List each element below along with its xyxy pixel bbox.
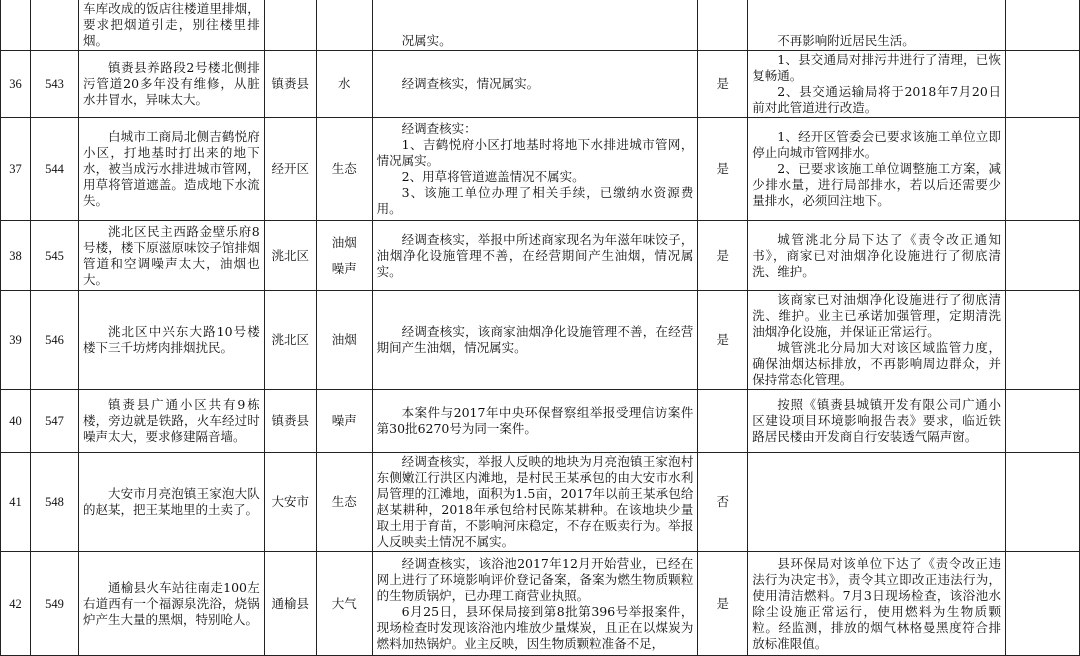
row-index-cell: 39 <box>1 291 31 390</box>
investigation-finding-cell <box>372 221 698 291</box>
finding-paragraph: 3、该施工单位办理了相关手续，已缴纳水资源费用。 <box>376 185 694 216</box>
county-cell: 洮北区 <box>264 221 316 291</box>
complaint-description-cell: 白城市工商局北侧吉鹤悦府小区，打地基时打出来的地下水，被当成污水排进城市管网，用草将管道遮盖。造成地下水流失。 <box>78 118 264 221</box>
remarks-cell <box>1006 0 1080 51</box>
pollution-type-primary: 噪声 <box>331 413 357 428</box>
action-paragraph: 不再影响附近居民生活。 <box>777 33 915 48</box>
row-index-cell: 42 <box>1 552 31 656</box>
rectification-action-cell <box>748 0 1006 51</box>
complaint-description-cell: 镇赉县广通小区共有9栋楼，旁边就是铁路，火车经过时噪声太大，要求修建隔音墙。 <box>78 390 264 453</box>
action-paragraph: 该商家已对油烟净化设施进行了彻底清洗、维护。业主已承诺加强管理，定期清洗油烟净化设施，并保证正常运行。 <box>752 292 1002 339</box>
finding-paragraph: 2、用草将管道遮盖情况不属实。 <box>401 169 585 184</box>
rectification-action-cell <box>748 118 1006 221</box>
complaint-description-cell: 洮北区民主西路金壁乐府8号楼，楼下原滋原味饺子馆排烟管道和空调噪声太大，油烟也大。 <box>78 221 264 291</box>
table-row <box>1 453 1080 552</box>
row-index-cell: 40 <box>1 390 31 453</box>
rectification-action-cell <box>748 390 1006 453</box>
complaint-description-cell: 车库改成的饭店往楼道里排烟，要求把烟道引走，别往楼里排烟。 <box>78 0 264 51</box>
action-paragraph: 按照《镇赉县城镇开发有限公司广通小区建设项目环境影响报告表》要求，临近铁路居民楼由开发商自行安装透气隔声窗。 <box>752 397 1002 444</box>
case-number-cell: 549 <box>30 552 78 656</box>
county-cell: 镇赉县 <box>264 390 316 453</box>
verified-cell: 是 <box>698 51 748 118</box>
investigation-finding-cell <box>372 552 698 656</box>
pollution-type-cell <box>316 390 372 453</box>
county-cell: 经开区 <box>264 118 316 221</box>
case-number-cell: 543 <box>30 51 78 118</box>
investigation-finding-cell <box>372 291 698 390</box>
finding-paragraph: 本案件与2017年中央环保督察组举报受理信访案件第30批6270号为同一案件。 <box>376 405 694 436</box>
remarks-cell <box>1006 552 1080 656</box>
finding-paragraph: 1、吉鹤悦府小区打地基时将地下水排进城市管网，情况属实。 <box>376 137 694 168</box>
pollution-type-primary: 大气 <box>331 595 357 611</box>
county-cell <box>264 0 316 51</box>
remarks-cell <box>1006 453 1080 552</box>
verified-cell: 是 <box>698 291 748 390</box>
case-number-cell: 544 <box>30 118 78 221</box>
pollution-type-secondary: 噪声 <box>331 260 357 276</box>
county-cell: 镇赉县 <box>264 51 316 118</box>
finding-paragraph: 经调查核实，该浴池2017年12月开始营业，已经在网上进行了环境影响评价登记备案，备案为燃生物质颗粒的生物质锅炉，已办理工商营业执照。 <box>376 555 694 603</box>
verified-cell <box>698 0 748 51</box>
county-cell: 大安市 <box>264 453 316 552</box>
complaint-description-cell: 通榆县火车站往南走100左右道西有一个福源泉洗浴，烧锅炉产生大量的黑烟，特别呛人。 <box>78 552 264 656</box>
action-paragraph: 城管洮北分局下达了《责令改正通知书》，商家已对油烟净化设施进行了彻底清洗、维护。 <box>752 231 1002 279</box>
county-cell: 洮北区 <box>264 291 316 390</box>
remarks-cell <box>1006 221 1080 291</box>
case-number-cell: 547 <box>30 390 78 453</box>
table-row <box>1 390 1080 453</box>
pollution-type-cell <box>316 51 372 118</box>
investigation-finding-cell <box>372 453 698 552</box>
verified-cell: 否 <box>698 453 748 552</box>
remarks-cell <box>1006 291 1080 390</box>
pollution-type-primary: 生态 <box>331 161 357 176</box>
pollution-type-cell <box>316 221 372 291</box>
complaint-description-cell: 大安市月亮泡镇王家泡大队的赵某，把王某地里的土卖了。 <box>78 453 264 552</box>
finding-paragraph: 经调查核实，该商家油烟净化设施管理不善，在经营期间产生油烟，情况属实。 <box>376 324 694 355</box>
rectification-action-cell <box>748 51 1006 118</box>
row-index-cell: 36 <box>1 51 31 118</box>
investigation-finding-cell <box>372 390 698 453</box>
action-paragraph: 2、已要求该施工单位调整施工方案，减少排水量，进行局部排水，若以后还需要少量排水，必须回注地下。 <box>752 161 1002 208</box>
finding-paragraph: 6月25日，县环保局接到第8批第396号举报案件，现场检查时发现该浴池内堆放少量煤炭，且正在以煤炭为燃料加热锅炉。业主反映，因生物质颗粒准备不足， <box>376 603 694 651</box>
action-paragraph: 1、县交通局对排污井进行了清理，已恢复畅通。 <box>752 52 1002 83</box>
county-cell: 通榆县 <box>264 552 316 656</box>
row-index-cell: 37 <box>1 118 31 221</box>
table-row <box>1 51 1080 118</box>
finding-paragraph: 经调查核实： <box>401 121 477 136</box>
finding-paragraph: 经调查核实，情况属实。 <box>401 76 540 91</box>
investigation-finding-cell <box>372 51 698 118</box>
row-index-cell: 41 <box>1 453 31 552</box>
case-number-cell <box>30 0 78 51</box>
row-index-cell: 38 <box>1 221 31 291</box>
case-number-cell: 548 <box>30 453 78 552</box>
row-index-cell <box>1 0 31 51</box>
pollution-type-cell <box>316 118 372 221</box>
rectification-action-cell <box>748 221 1006 291</box>
verified-cell: 是 <box>698 118 748 221</box>
investigation-finding-cell <box>372 118 698 221</box>
table-row <box>1 291 1080 390</box>
rectification-action-cell <box>748 552 1006 656</box>
pollution-type-primary: 油烟 <box>331 234 357 250</box>
pollution-type-primary: 生态 <box>331 494 357 509</box>
finding-paragraph: 况属实。 <box>401 33 452 48</box>
pollution-type-cell <box>316 552 372 656</box>
table-row <box>1 0 1080 51</box>
investigation-finding-cell <box>372 0 698 51</box>
case-number-cell: 546 <box>30 291 78 390</box>
verified-cell: 是 <box>698 552 748 656</box>
verified-cell: 是 <box>698 221 748 291</box>
action-paragraph: 1、经开区管委会已要求该施工单位立即停止向城市管网排水。 <box>752 129 1002 160</box>
case-number-cell: 545 <box>30 221 78 291</box>
action-paragraph: 县环保局对该单位下达了《责令改正违法行为决定书》，责令其立即改正违法行为，使用清洁燃料。7月3日现场检查，该浴池水除尘设施正常运行，使用燃料为生物质颗粒。经监测，排放的烟气林格曼黑度符合排放标准限值。 <box>752 555 1002 651</box>
action-paragraph: 2、县交通运输局将于2018年7月20日前对此管道进行改造。 <box>752 84 1002 115</box>
finding-paragraph: 经调查核实，举报中所述商家现名为年滋年味饺子，油烟净化设施管理不善，在经营期间产生油烟，情况属实。 <box>376 231 694 279</box>
pollution-type-cell <box>316 291 372 390</box>
rectification-action-cell <box>748 453 1006 552</box>
pollution-type-cell <box>316 453 372 552</box>
rectification-action-cell <box>748 291 1006 390</box>
action-paragraph: 城管洮北分局加大对该区域监管力度，确保油烟达标排放，不再影响周边群众，并保持常态化管理。 <box>752 340 1002 387</box>
finding-paragraph: 经调查核实，举报人反映的地块为月亮泡镇王家泡村东侧嫩江行洪区内滩地，是村民王某承包的由大安市水利局管理的江滩地，面积为1.5亩，2017年以前王某承包给赵某耕种，2018年承包给村民陈某耕种。在该地块少量取土用于育苗，不影响河床稳定，不存在贩卖行为。举报人反映卖土情况不属实。 <box>376 454 694 549</box>
remarks-cell <box>1006 51 1080 118</box>
verified-cell <box>698 390 748 453</box>
pollution-type-primary: 油烟 <box>331 332 357 347</box>
table-row <box>1 118 1080 221</box>
table-row <box>1 552 1080 656</box>
table-row <box>1 221 1080 291</box>
complaint-description-cell: 镇赉县养路段2号楼北侧排污管道20多年没有维修，从脏水井冒水，异味太大。 <box>78 51 264 118</box>
pollution-type-primary: 水 <box>337 76 351 91</box>
remarks-cell <box>1006 118 1080 221</box>
remarks-cell <box>1006 390 1080 453</box>
pollution-type-cell <box>316 0 372 51</box>
complaint-description-cell: 洮北区中兴东大路10号楼楼下三千坊烤肉排烟扰民。 <box>78 291 264 390</box>
